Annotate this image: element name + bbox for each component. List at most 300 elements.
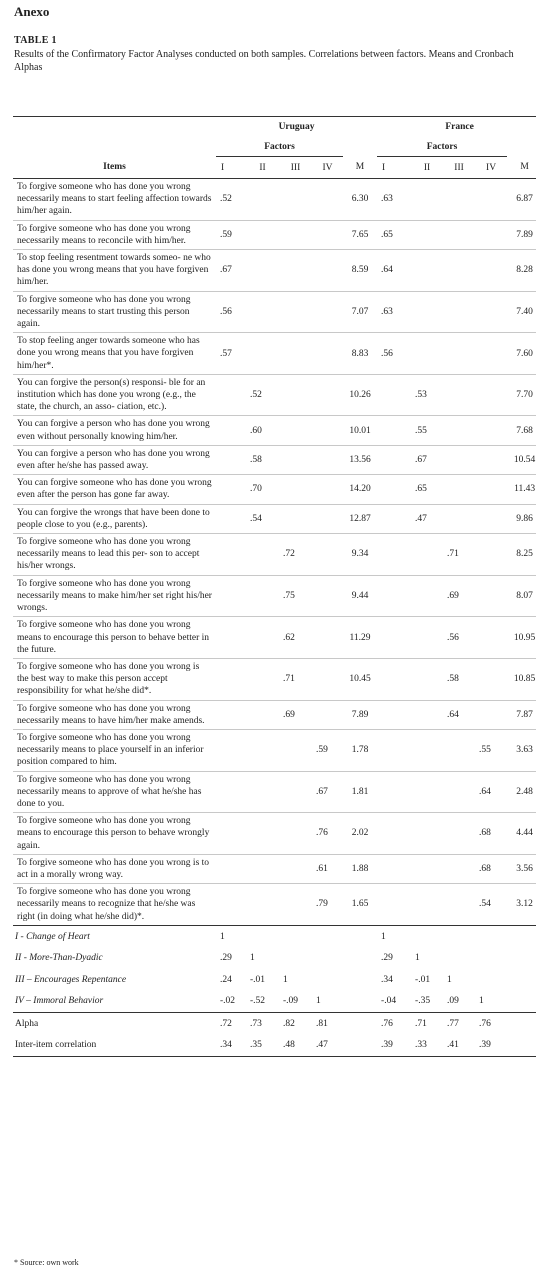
- france-loading: [475, 504, 507, 533]
- france-mean: 10.85: [513, 674, 536, 685]
- uruguay-loading: [246, 179, 279, 221]
- france-loading: [377, 475, 411, 504]
- france-loading: [377, 813, 411, 855]
- france-loading: .67: [415, 455, 427, 466]
- uruguay-mean: 10.01: [349, 425, 371, 436]
- uruguay-loading: [279, 220, 312, 249]
- uruguay-loading: [216, 534, 246, 576]
- france-mean: 7.60: [516, 348, 533, 359]
- uruguay-loading: [246, 813, 279, 855]
- uruguay-mean: 11.29: [349, 632, 371, 643]
- france-loading: [411, 729, 443, 771]
- france-loading: [443, 475, 475, 504]
- table-row: [13, 250, 536, 292]
- item-text: You can forgive a person who has done you wrong even without personally knowing him/her.: [17, 419, 210, 442]
- france-mean: 7.40: [516, 306, 533, 317]
- france-loading: [411, 220, 443, 249]
- uruguay-correlation: 1: [283, 974, 288, 985]
- stat-row: [13, 1012, 536, 1034]
- factor-name: I - Change of Heart: [13, 925, 216, 947]
- correlations-body: [13, 925, 536, 1012]
- uruguay-loading: [312, 617, 343, 659]
- uruguay-mean: 7.65: [351, 229, 369, 240]
- uruguay-mean: 10.45: [349, 674, 371, 685]
- table-row: [13, 291, 536, 333]
- france-loading: .69: [447, 590, 459, 601]
- empty-cell: [343, 969, 377, 991]
- uruguay-loading: .59: [220, 229, 232, 240]
- france-loading: [411, 854, 443, 883]
- france-stat: .39: [475, 1034, 507, 1056]
- empty-cell: [343, 925, 377, 947]
- uruguay-loading: [246, 333, 279, 375]
- france-loading: [377, 658, 411, 700]
- france-mean: 8.07: [516, 590, 533, 601]
- uruguay-loading: [216, 771, 246, 813]
- france-loading: [443, 884, 475, 926]
- uruguay-loading: [216, 658, 246, 700]
- uruguay-loading: .56: [220, 306, 232, 317]
- item-text: To forgive someone who has done you wrong necessarily means to place yourself in an inferior position compared to him.: [17, 732, 204, 768]
- france-loading: [475, 416, 507, 445]
- uruguay-loading: [216, 475, 246, 504]
- uruguay-loading: [312, 333, 343, 375]
- france-loading: [411, 700, 443, 729]
- factor-name: III – Encourages Repentance: [15, 974, 127, 985]
- uruguay-loading: .57: [220, 348, 232, 359]
- france-correlation: -.35: [415, 996, 431, 1007]
- france-loading: [475, 250, 507, 292]
- france-loading: .64: [381, 265, 393, 276]
- france-loading: .68: [479, 863, 491, 874]
- table-row: [13, 475, 536, 504]
- france-loading: [411, 658, 443, 700]
- uruguay-loading: [279, 884, 312, 926]
- france-correlation: [475, 969, 507, 991]
- uruguay-col-header: I: [216, 157, 246, 179]
- uruguay-correlation: -.02: [220, 996, 236, 1007]
- uruguay-header: Uruguay: [216, 117, 377, 138]
- stat-name: Alpha: [13, 1012, 216, 1034]
- uruguay-mean: 1.81: [351, 786, 369, 797]
- france-loading: .64: [479, 786, 491, 797]
- uruguay-loading: [312, 700, 343, 729]
- france-loading: .63: [381, 306, 393, 317]
- france-mean: 6.87: [516, 194, 533, 205]
- france-loading: [377, 854, 411, 883]
- france-mean: 2.48: [516, 786, 533, 797]
- france-loading: [443, 813, 475, 855]
- france-correlation: .29: [381, 953, 393, 964]
- france-loading: [443, 504, 475, 533]
- france-mean: 10.54: [513, 455, 536, 466]
- uruguay-loading: [246, 771, 279, 813]
- france-loading: [443, 445, 475, 474]
- france-loading: [411, 884, 443, 926]
- uruguay-loading: [216, 617, 246, 659]
- uruguay-loading: .72: [283, 549, 295, 560]
- uruguay-correlation: 1: [316, 996, 321, 1007]
- france-loading: .47: [415, 513, 427, 524]
- empty-cell: [507, 990, 536, 1012]
- uruguay-loading: .69: [283, 709, 295, 720]
- correlation-row: [13, 947, 536, 969]
- uruguay-loading: [246, 575, 279, 617]
- uruguay-loading: .52: [250, 390, 262, 401]
- uruguay-loading: [216, 374, 246, 416]
- uruguay-col-header: II: [246, 157, 279, 179]
- empty-cell: [343, 1034, 377, 1056]
- item-text: To forgive someone who has done you wrong necessarily means to start trusting this person again.: [17, 294, 191, 330]
- uruguay-loading: .79: [316, 899, 328, 910]
- france-stat: .77: [443, 1012, 475, 1034]
- uruguay-loading: [246, 250, 279, 292]
- table-row: [13, 534, 536, 576]
- uruguay-loading: [312, 374, 343, 416]
- france-loading: [475, 658, 507, 700]
- france-loading: [377, 534, 411, 576]
- uruguay-loading: [279, 291, 312, 333]
- uruguay-loading: .54: [250, 513, 262, 524]
- france-mean: 7.87: [516, 709, 533, 720]
- uruguay-loading: [312, 575, 343, 617]
- item-text: To forgive someone who has done you wrong necessarily means to reconcile with him/her.: [17, 223, 191, 246]
- uruguay-mean: 9.34: [351, 549, 369, 560]
- uruguay-loading: [246, 884, 279, 926]
- uruguay-loading: [246, 291, 279, 333]
- table-row: [13, 374, 536, 416]
- uruguay-mean: 7.07: [351, 306, 369, 317]
- france-loading: [443, 220, 475, 249]
- uruguay-mean: 2.02: [351, 828, 369, 839]
- uruguay-mean: 1.78: [351, 745, 369, 756]
- france-loading: [377, 575, 411, 617]
- item-text: To forgive someone who has done you wrong necessarily means to lead this per- son to accept his/her wrongs.: [17, 537, 200, 572]
- uruguay-correlation: [312, 969, 343, 991]
- france-mean: 7.70: [516, 390, 533, 401]
- empty-cell: [507, 925, 536, 947]
- france-correlation: [411, 925, 443, 947]
- items-header: Items: [13, 157, 216, 179]
- uruguay-loading: [216, 813, 246, 855]
- france-loading: [411, 534, 443, 576]
- stats-body: [13, 1012, 536, 1056]
- france-correlation: 1: [447, 974, 452, 985]
- france-loading: .68: [479, 828, 491, 839]
- empty-cell: [343, 947, 377, 969]
- france-loading: [475, 475, 507, 504]
- item-text: To forgive someone who has done you wrong necessarily means to make him/her set right his/her wrongs.: [17, 578, 212, 614]
- table-row: [13, 700, 536, 729]
- item-text: To forgive someone who has done you wrong is to act in a morally wrong way.: [17, 857, 210, 880]
- item-text: To forgive someone who has done you wrong necessarily means to start feeling affection towards him/her again.: [17, 182, 212, 217]
- france-loading: .65: [415, 484, 427, 495]
- uruguay-loading: [279, 813, 312, 855]
- uruguay-loading: [312, 179, 343, 221]
- uruguay-loading: [279, 250, 312, 292]
- table-row: [13, 658, 536, 700]
- factor-name: II - More-Than-Dyadic: [15, 953, 103, 964]
- uruguay-loading: [246, 729, 279, 771]
- france-col-header: IV: [475, 157, 507, 179]
- france-loading: [443, 729, 475, 771]
- uruguay-loading: .52: [220, 194, 232, 205]
- table-row: [13, 179, 536, 221]
- table-caption: Results of the Confirmatory Factor Analyses conducted on both samples. Correlations between factors. Means and Cronbach Alphas: [14, 49, 514, 73]
- uruguay-loading: [246, 617, 279, 659]
- cfa-results-table: [13, 116, 536, 1057]
- uruguay-loading: [279, 729, 312, 771]
- france-correlation: 1: [479, 996, 484, 1007]
- uruguay-loading: [312, 291, 343, 333]
- item-text: To forgive someone who has done you wrong necessarily means to approve of what he/she has done to you.: [17, 774, 202, 809]
- uruguay-loading: [216, 854, 246, 883]
- uruguay-mean: 8.59: [351, 265, 369, 276]
- uruguay-loading: [279, 333, 312, 375]
- empty-cell: [507, 947, 536, 969]
- uruguay-loading: [279, 504, 312, 533]
- uruguay-loading: .59: [316, 745, 328, 756]
- table-row: [13, 416, 536, 445]
- item-text: To stop feeling anger towards someone who has done you wrong means that you have forgiven him/her*.: [17, 336, 200, 371]
- france-col-header: III: [443, 157, 475, 179]
- uruguay-stat: .35: [246, 1034, 279, 1056]
- france-loading: [475, 291, 507, 333]
- uruguay-loading: [279, 445, 312, 474]
- uruguay-mean: 14.20: [349, 484, 371, 495]
- item-text: To forgive someone who has done you wrong means to encourage this person to behave better in the future.: [17, 620, 210, 655]
- item-text: You can forgive the wrongs that have been done to people close to you (e.g., parents).: [17, 507, 210, 530]
- table-row: [13, 575, 536, 617]
- uruguay-loading: [279, 416, 312, 445]
- stat-row: [13, 1034, 536, 1056]
- uruguay-stat: .48: [279, 1034, 312, 1056]
- france-loading: [475, 575, 507, 617]
- uruguay-stat: .47: [312, 1034, 343, 1056]
- france-correlation: .34: [381, 974, 393, 985]
- france-loading: .55: [479, 745, 491, 756]
- uruguay-loading: [216, 445, 246, 474]
- uruguay-correlation: -.01: [250, 974, 266, 985]
- france-loading: [443, 179, 475, 221]
- uruguay-mean: 7.89: [351, 709, 369, 720]
- france-loading: [443, 291, 475, 333]
- france-correlation: [443, 947, 475, 969]
- uruguay-loading: [246, 534, 279, 576]
- france-loading: [475, 374, 507, 416]
- uruguay-stat: .73: [246, 1012, 279, 1034]
- france-loading: [377, 374, 411, 416]
- footnote: * Source: own work: [14, 1258, 79, 1267]
- france-stat: .76: [475, 1012, 507, 1034]
- uruguay-loading: [279, 179, 312, 221]
- uruguay-loading: [216, 884, 246, 926]
- france-loading: [475, 333, 507, 375]
- uruguay-correlation: 1: [250, 953, 255, 964]
- uruguay-loading: .58: [250, 455, 262, 466]
- france-header: France: [377, 117, 536, 138]
- table-row: [13, 617, 536, 659]
- france-loading: [475, 617, 507, 659]
- france-loading: [475, 534, 507, 576]
- uruguay-loading: [246, 700, 279, 729]
- table-row: [13, 333, 536, 375]
- item-text: To forgive someone who has done you wrong means to encourage this person to behave wrongly again.: [17, 816, 210, 851]
- france-loading: [443, 416, 475, 445]
- france-stat: .41: [443, 1034, 475, 1056]
- item-text: To stop feeling resentment towards someo- ne who has done you wrong means that you have forgiven him/her.: [17, 253, 211, 288]
- uruguay-loading: [216, 416, 246, 445]
- empty-cell: [507, 969, 536, 991]
- uruguay-correlation: -.52: [250, 996, 266, 1007]
- uruguay-loading: [246, 854, 279, 883]
- uruguay-mean: 12.87: [349, 513, 371, 524]
- uruguay-correlation: [312, 947, 343, 969]
- uruguay-correlation: .29: [220, 953, 232, 964]
- france-mean: 8.25: [516, 549, 533, 560]
- france-mean: 7.89: [516, 229, 533, 240]
- section-title: Anexo: [14, 4, 50, 19]
- france-col-header: M: [507, 157, 536, 179]
- uruguay-mean: 9.44: [351, 590, 369, 601]
- france-loading: [475, 445, 507, 474]
- uruguay-loading: [312, 504, 343, 533]
- france-loading: [443, 854, 475, 883]
- empty-cell: [507, 1034, 536, 1056]
- france-correlation: [475, 947, 507, 969]
- france-loading: [475, 700, 507, 729]
- uruguay-loading: .70: [250, 484, 262, 495]
- france-loading: [411, 617, 443, 659]
- france-loading: .64: [447, 709, 459, 720]
- france-mean: 4.44: [516, 828, 533, 839]
- uruguay-correlation: .24: [220, 974, 232, 985]
- france-loading: [377, 729, 411, 771]
- france-loading: .55: [415, 425, 427, 436]
- france-stat: .71: [411, 1012, 443, 1034]
- france-loading: .71: [447, 549, 459, 560]
- uruguay-loading: .75: [283, 590, 295, 601]
- correlation-row: [13, 969, 536, 991]
- uruguay-loading: [279, 374, 312, 416]
- france-loading: [411, 250, 443, 292]
- uruguay-loading: [279, 475, 312, 504]
- uruguay-loading: [312, 445, 343, 474]
- uruguay-mean: 13.56: [349, 455, 371, 466]
- uruguay-loading: [216, 575, 246, 617]
- france-loading: [411, 813, 443, 855]
- header-columns-row: [13, 157, 536, 179]
- france-correlation: [475, 925, 507, 947]
- france-loading: [411, 771, 443, 813]
- table-row: [13, 504, 536, 533]
- uruguay-correlation: 1: [216, 925, 246, 947]
- france-loading: .63: [381, 194, 393, 205]
- france-loading: [475, 179, 507, 221]
- uruguay-loading: [312, 658, 343, 700]
- uruguay-loading: .67: [316, 786, 328, 797]
- uruguay-loading: .61: [316, 863, 328, 874]
- france-mean: 3.63: [516, 745, 533, 756]
- uruguay-mean: 6.30: [351, 194, 369, 205]
- uruguay-loading: [312, 416, 343, 445]
- uruguay-loading: [279, 854, 312, 883]
- france-mean: 7.68: [516, 425, 533, 436]
- france-stat: .33: [411, 1034, 443, 1056]
- france-stat: .39: [377, 1034, 411, 1056]
- uruguay-loading: .67: [220, 265, 232, 276]
- table-row: [13, 854, 536, 883]
- empty-cell: [343, 990, 377, 1012]
- france-loading: [443, 374, 475, 416]
- uruguay-loading: [279, 771, 312, 813]
- uruguay-stat: .34: [216, 1034, 246, 1056]
- france-loading: [443, 333, 475, 375]
- header-factors-row: [13, 137, 536, 157]
- uruguay-stat: .81: [312, 1012, 343, 1034]
- table-row: [13, 445, 536, 474]
- table-row: [13, 729, 536, 771]
- correlation-row: [13, 990, 536, 1012]
- france-loading: [411, 179, 443, 221]
- france-loading: .56: [447, 632, 459, 643]
- factor-name: IV – Immoral Behavior: [15, 996, 104, 1007]
- france-stat: .76: [377, 1012, 411, 1034]
- table-row: [13, 884, 536, 926]
- uruguay-col-header: III: [279, 157, 312, 179]
- items-body: [13, 179, 536, 926]
- empty-cell: [343, 1012, 377, 1034]
- france-mean: 8.28: [516, 265, 533, 276]
- uruguay-mean: 10.26: [349, 390, 371, 401]
- uruguay-loading: [312, 250, 343, 292]
- uruguay-mean: 1.88: [351, 863, 369, 874]
- france-loading: .53: [415, 390, 427, 401]
- france-loading: [377, 884, 411, 926]
- france-loading: [377, 700, 411, 729]
- uruguay-loading: [312, 475, 343, 504]
- france-loading: [377, 445, 411, 474]
- france-correlation: [443, 925, 475, 947]
- france-loading: .65: [381, 229, 393, 240]
- uruguay-correlation: [246, 925, 279, 947]
- uruguay-loading: .76: [316, 828, 328, 839]
- uruguay-stat: .82: [279, 1012, 312, 1034]
- france-mean: 10.95: [513, 632, 536, 643]
- uruguay-loading: [216, 729, 246, 771]
- france-loading: [411, 291, 443, 333]
- france-loading: [411, 575, 443, 617]
- item-text: You can forgive someone who has done you wrong even after the person has gone far away.: [17, 478, 212, 501]
- uruguay-correlation: [279, 925, 312, 947]
- item-text: To forgive someone who has done you wrong necessarily means to have him/her make amends.: [17, 703, 205, 726]
- france-mean: 11.43: [514, 484, 536, 495]
- france-factors-header: Factors: [377, 137, 507, 157]
- uruguay-mean: 1.65: [351, 899, 369, 910]
- france-correlation: 1: [377, 925, 411, 947]
- france-loading: [377, 771, 411, 813]
- france-loading: .54: [479, 899, 491, 910]
- empty-cell: [507, 1012, 536, 1034]
- uruguay-stat: .72: [216, 1012, 246, 1034]
- uruguay-loading: [312, 534, 343, 576]
- header-country-row: [13, 117, 536, 138]
- uruguay-correlation: [279, 947, 312, 969]
- france-col-header: II: [411, 157, 443, 179]
- uruguay-loading: [312, 220, 343, 249]
- france-correlation: -.04: [381, 996, 397, 1007]
- correlation-row: [13, 925, 536, 947]
